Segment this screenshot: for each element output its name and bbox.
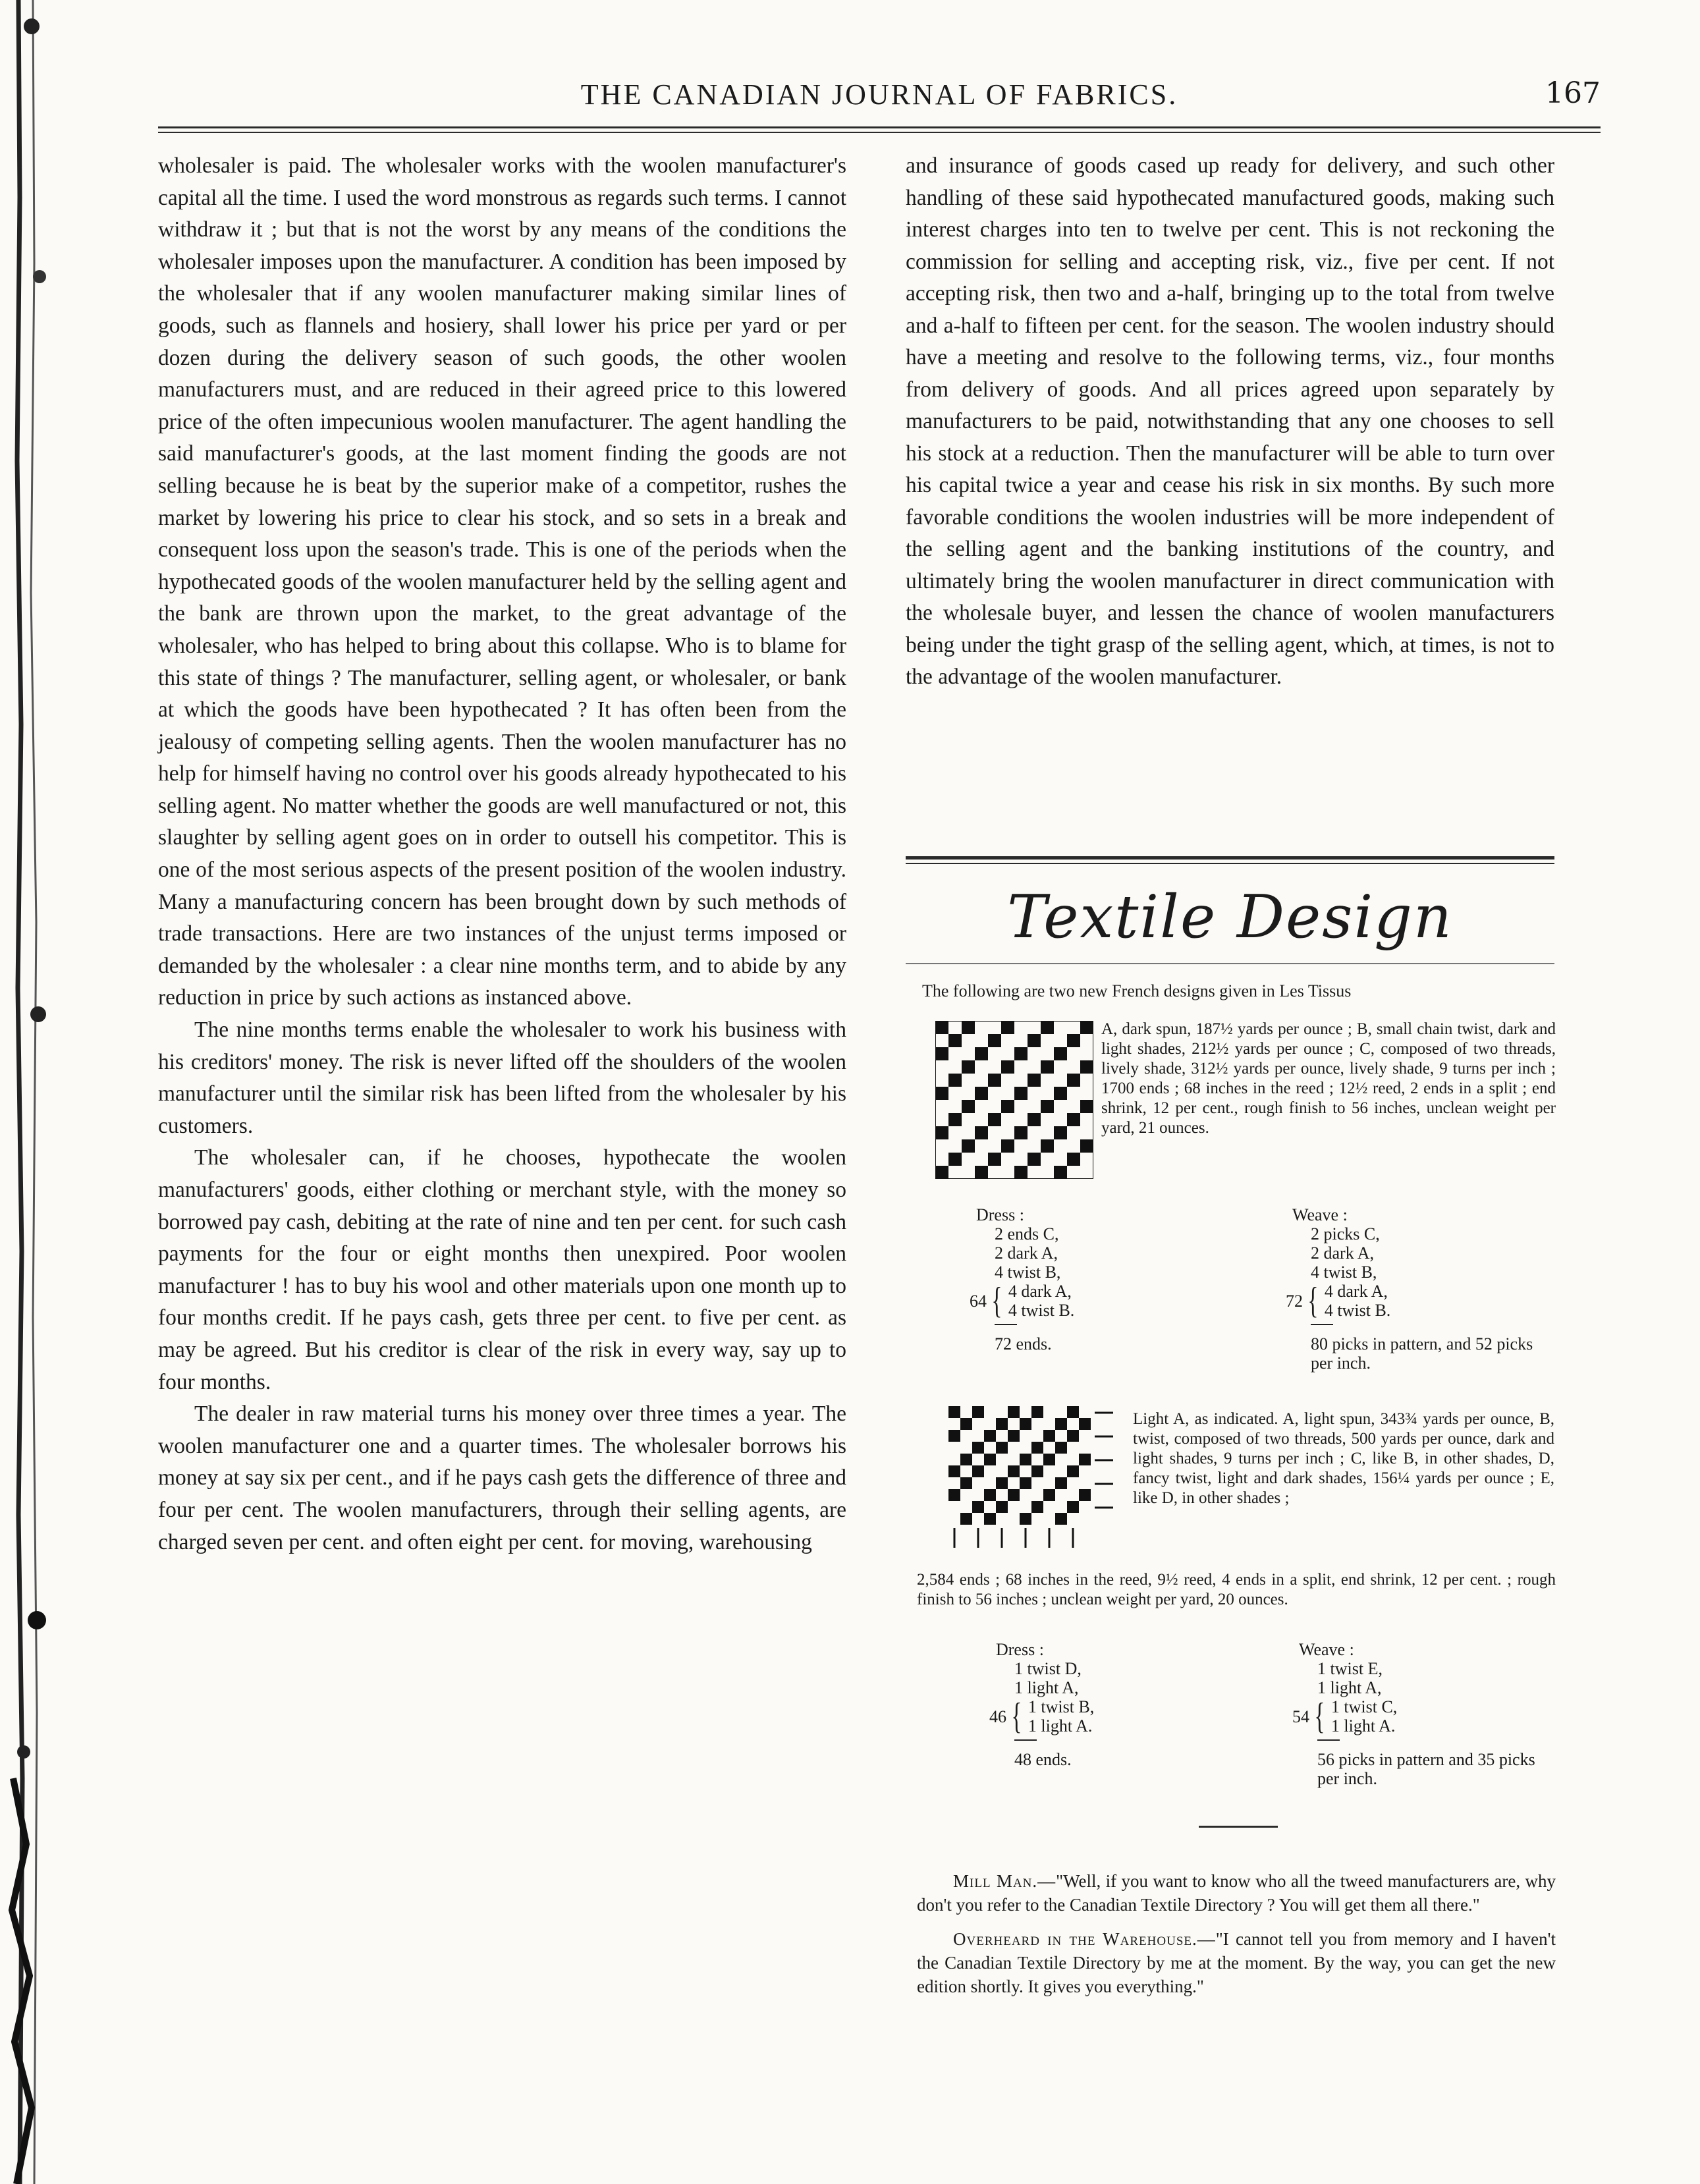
- design-1-dress: [970, 1205, 1075, 1353]
- design-2-weave-item: 1 light A,: [1317, 1678, 1382, 1697]
- section-intro: The following are two new French designs given in Les Tissus: [922, 981, 1352, 1000]
- note-mill-man: [917, 1869, 1556, 1917]
- design-2-weave-group-count: 54: [1292, 1706, 1309, 1726]
- design-1-dress-group-item: 4 dark A,: [1008, 1282, 1072, 1301]
- design-2-weave-group-item: 1 twist C,: [1330, 1697, 1398, 1716]
- header-rule-top: [158, 126, 1601, 128]
- section-rule-thin: [906, 863, 1554, 864]
- design-2-weave: [1292, 1640, 1561, 1788]
- design-1-dress-group: [970, 1282, 1074, 1320]
- design-1-weave-group: [1286, 1282, 1561, 1320]
- design-2-weave-group: [1292, 1697, 1561, 1735]
- note-overheard-text: "I cannot tell you from memory and I haven't the Canadian Textile Directory by me at the moment. By the way, you can get the new edition shortly. It gives you everything.": [917, 1929, 1556, 1996]
- brace-glyph: {: [991, 1280, 1002, 1321]
- total-rule: [995, 1324, 1017, 1325]
- right-paragraph: and insurance of goods cased up ready for delivery, and such other handling of these said hypothecated manufactured goods, making such interest charges into ten to twelve per cent. This is not reckoning the commission for selling and accepting risk, viz., five per cent. If not accepting risk, then two and a-half, bringing up to the total from twelve and a-half to fifteen per cent. for the season. The woolen industry should have a meeting and resolve to the following terms, viz., four months from delivery of goods. And all prices agreed upon separately by manufacturers to be paid, notwithstanding that any one chooses to sell his stock at a reduction. Then the manufacturer will be able to turn over his capital twice a year and cease his risk in six months. By such more favorable conditions the woolen industries will be more independent of the selling agent and the banking institutions of the country, and ultimately bring the woolen manufacturer in direct communication with the wholesale buyer, and lessen the chance of woolen manufacturers being under the tight grasp of the selling agent, which, at times, is not to the advantage of the woolen manufacturer.: [906, 153, 1554, 689]
- design-2-description-b: 2,584 ends ; 68 inches in the reed, 9½ reed, 4 ends in a split, end shrink, 12 per cent. ; rough finish to 56 inches ; unclean weight per yard, 20 ounces.: [917, 1571, 1556, 1608]
- total-rule: [1311, 1324, 1333, 1325]
- left-paragraph-2: The nine months terms enable the wholesaler to work his business with his creditors' money. The risk is never lifted off the shoulders of the woolen manufacturer until the similar risk has been lifted from the wholesaler by his customers.: [158, 1018, 846, 1138]
- design-2-dress-group-item: 1 light A.: [1028, 1716, 1093, 1735]
- title-underline: [906, 963, 1554, 964]
- design-2-dress-item: 1 twist D,: [1014, 1659, 1082, 1678]
- design-1-weave-item: 2 dark A,: [1311, 1243, 1375, 1263]
- header-rule-bottom: [158, 132, 1601, 133]
- design-1-dress-item: 2 dark A,: [995, 1243, 1058, 1263]
- design-1-dress-item: 2 ends C,: [995, 1224, 1059, 1243]
- design-1-description: A, dark spun, 187½ yards per ounce ; B, small chain twist, dark and light shades, 212½ yards per ounce ; C, composed of two threads, lively shade, 312½ yards per ounce, lively shade, 9 turns per inch ; 1700 ends ; 68 inches in the reed ; 12½ reed, 2 ends in a split ; end shrink, 12 per cent., rough finish to 56 inches, unclean weight per yard, 21 ounces.: [1101, 1020, 1556, 1137]
- design-1-dress-group-item: 4 twist B.: [1008, 1301, 1075, 1320]
- design-1-dress-label: Dress :: [976, 1205, 1024, 1224]
- design-1-weave-group-item: 4 twist B.: [1324, 1301, 1391, 1320]
- notes-section: [917, 1869, 1556, 2009]
- design-2-weave-item: 1 twist E,: [1317, 1659, 1383, 1678]
- design-1-weave-item: 2 picks C,: [1311, 1224, 1380, 1243]
- design-1-weave-group-count: 72: [1286, 1291, 1303, 1311]
- design-1-weave: [1286, 1205, 1561, 1373]
- design-1-weave-item: 4 twist B,: [1311, 1263, 1377, 1282]
- note-mill-man-text: "Well, if you want to know who all the tweed manufacturers are, why don't you refer to the Canadian Textile Directory ? You will get them all there.": [917, 1871, 1556, 1915]
- left-paragraph-1: wholesaler is paid. The wholesaler works with the woolen manufacturer's capital all the time. I used the word monstrous as regards such terms. I cannot withdraw it ; but that is not the worst by any means of the conditions the wholesaler imposes upon the manufacturer. A condition has been imposed by the wholesaler that if any woolen manufacturer making similar lines of goods, such as flannels and hosiery, shall lower his price per yard or per dozen during the delivery season of such goods, the other woolen manufacturers must, and are reduced in their agreed price to this lowered price of the often impecunious woolen manufacturer. The agent handling the said manufacturer's goods, at the last moment finding the goods are not selling because he is beat by the superior make of a competitor, rushes the market by lowering his price to clear his stock, and so sets in a break and consequent loss upon the season's trade. This is one of the periods when the hypothecated goods of the woolen manufacturer held by the selling agent and the bank are thrown upon the market, to the great advantage of the wholesaler, who has helped to bring about this collapse. Who is to blame for this state of things ? The manufacturer, selling agent, or wholesaler, or bank at which the goods have been hypothecated ? It has often been from the jealousy of competing selling agents. Then the woolen manufacturer has no help for himself having no control over his goods already hypothecated to his selling agent. No matter whether the goods are well manufactured or not, this slaughter by selling agent goes on in order to outsell his competitor. This is one of the most serious aspects of the present position of the woolen industry. Many a manufacturing concern has been brought down by such methods of trade transactions. Here are two instances of the unjust terms imposed or demanded by the wholesaler : a clear nine months term, and to abide by any reduction in price by such actions as instanced above.: [158, 153, 846, 1010]
- design-1-weave-group-item: 4 dark A,: [1324, 1282, 1388, 1301]
- brace-glyph: {: [1307, 1280, 1319, 1321]
- design-2-dress-group-item: 1 twist B,: [1028, 1697, 1095, 1716]
- design-2-dress-item: 1 light A,: [1014, 1678, 1079, 1697]
- total-rule: [1317, 1739, 1340, 1741]
- design-2-dress: [989, 1640, 1095, 1769]
- brace-glyph: {: [1314, 1696, 1325, 1737]
- design-1-dress-group-count: 64: [970, 1291, 987, 1311]
- left-column: [158, 150, 846, 1558]
- left-paragraph-3: The wholesaler can, if he chooses, hypothecate the woolen manufacturers' goods, either clothing or merchant style, with the money so borrowed pay cash, debiting at the rate of nine and ten per cent. for such cash payments for the four or eight months then unexpired. Poor woolen manufacturer ! has to buy his wool and other materials upon one month up to four months credit. If he pays cash, gets three per cent. to five per cent. as may be agreed. But his creditor is clear of the risk in every way, say up to four months.: [158, 1145, 846, 1394]
- design-1-dress-item: 4 twist B,: [995, 1263, 1061, 1282]
- note-overheard-lead: Overheard in the Warehouse.—: [953, 1929, 1216, 1949]
- note-mill-man-lead: Mill Man.—: [953, 1871, 1056, 1891]
- design-2-dress-group-count: 46: [989, 1706, 1006, 1726]
- running-header: [158, 74, 1601, 126]
- separator-rule: [1199, 1826, 1278, 1828]
- design-1-dress-total: 72 ends.: [995, 1334, 1052, 1353]
- weave-draft-2: [948, 1406, 1120, 1571]
- section-title-textile-design: Textile Design: [1007, 883, 1453, 952]
- design-2-dress-total: 48 ends.: [1014, 1750, 1072, 1769]
- note-overheard: [917, 1927, 1556, 1998]
- design-2-description-a: Light A, as indicated. A, light spun, 343¾ yards per ounce, B, twist, composed of two threads, 500 yards per ounce, dark and light shades, 9 turns per inch ; C, like B, in other shades, D, fancy twist, light and dark shades, 156¼ yards per ounce ; E, like D, in other shades ;: [1133, 1410, 1554, 1507]
- design-2-weave-label: Weave :: [1299, 1640, 1354, 1659]
- section-rule-thick: [906, 856, 1554, 860]
- design-1-weave-label: Weave :: [1292, 1205, 1348, 1224]
- left-paragraph-4: The dealer in raw material turns his money over three times a year. The woolen manufacturer one and a quarter times. The wholesaler borrows his money at say six per cent., and if he pays cash gets the difference of three and four per cent. The woolen manufacturers, through their selling agents, are charged seven per cent. and often eight per cent. for moving, warehousing: [158, 1402, 846, 1554]
- design-2-dress-label: Dress :: [996, 1640, 1044, 1659]
- total-rule: [1014, 1739, 1037, 1741]
- design-2-dress-group: [989, 1697, 1094, 1735]
- design-2-weave-group-item: 1 light A.: [1330, 1716, 1396, 1735]
- journal-title: THE CANADIAN JOURNAL OF FABRICS.: [580, 78, 1178, 111]
- binding-edge: [0, 0, 125, 2184]
- design-2-weave-total: 56 picks in pattern and 35 picks per inch.: [1317, 1750, 1535, 1788]
- page-number: 167: [1545, 76, 1601, 110]
- design-1-weave-total: 80 picks in pattern, and 52 picks per inch.: [1311, 1334, 1533, 1373]
- right-column: [906, 150, 1554, 694]
- weave-draft-1: [935, 1021, 1093, 1179]
- brace-glyph: {: [1011, 1696, 1022, 1737]
